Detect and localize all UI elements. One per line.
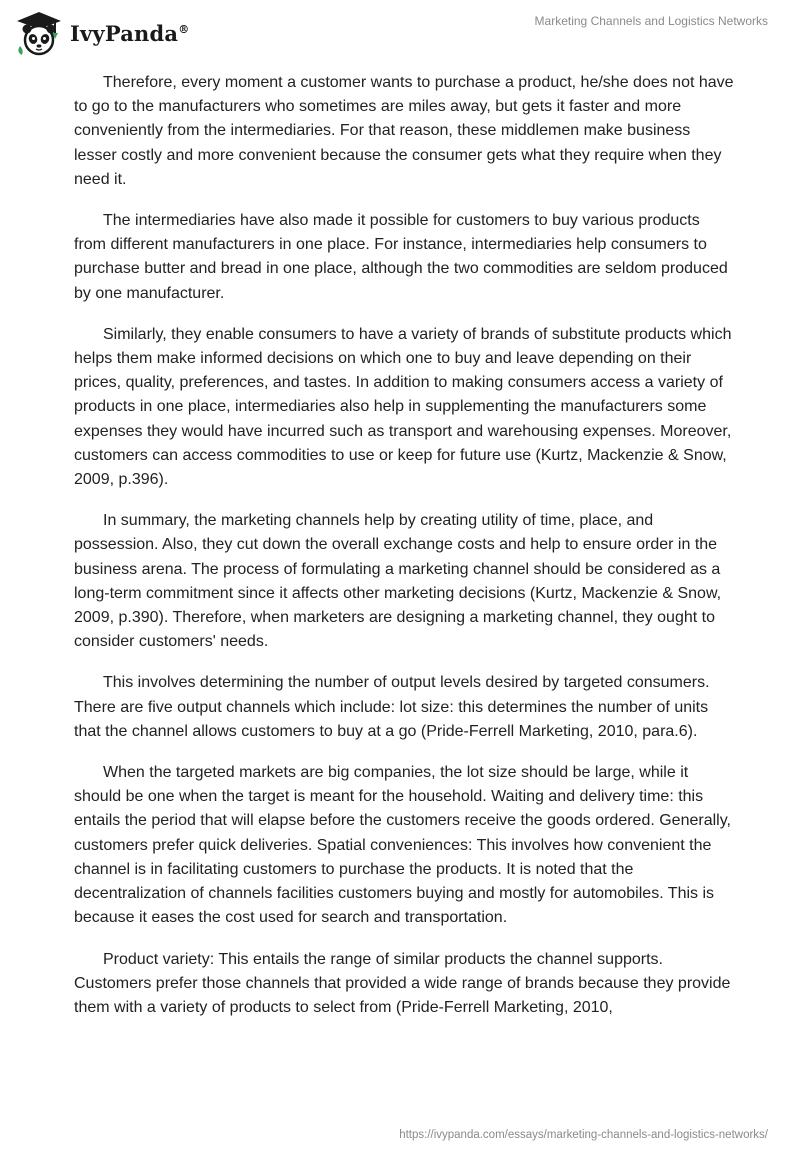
paragraph-3: Similarly, they enable consumers to have a variety of brands of substitute products which helps them make informed decisions on which one to buy and leave depending on their prices, quality, preferences, and tastes. In addition to making consumers access a variety of products in one place, intermediaries also help in supplementing the manufacturers some expenses they would have incurred such as transport and warehousing expenses. Moreover, customers can access commodities to use or keep for future use (Kurtz, Mackenzie & Snow, 2009, p.396). (74, 325, 732, 489)
ivypanda-logo[interactable] (14, 8, 189, 58)
panda-graduate-icon (14, 8, 64, 58)
paragraph-1: Therefore, every moment a customer wants to purchase a product, he/she does not have to go to the manufacturers who sometimes are miles away, but gets it faster and more conveniently from the intermediaries. For that reason, these middlemen make business lesser costly and more convenient because the consumer gets what they require when they need it. (74, 74, 734, 188)
brand-name: IvyPanda® (70, 20, 190, 46)
paragraph-2: The intermediaries have also made it possible for customers to buy various products from different manufacturers in one place. For instance, intermediaries help consumers to purchase butter and bread in one place, although the two commodities are seldom produced by one manufacturer. (74, 212, 728, 302)
essay-body (74, 71, 734, 1037)
running-title: Marketing Channels and Logistics Networks (534, 14, 768, 28)
paragraph-4: In summary, the marketing channels help by creating utility of time, place, and possession. Also, they cut down the overall exchange costs and help to ensure order in the business arena. The process of formulating a marketing channel should be considered as a long-term commitment since it affects other marketing decisions (Kurtz, Mackenzie & Snow, 2009, p.390). Therefore, when marketers are designing a marketing channel, they ought to consider customers' needs. (74, 512, 722, 651)
paragraph-6: When the targeted markets are big companies, the lot size should be large, while it should be one when the target is meant for the household. Waiting and delivery time: this entails the period that will elapse before the customers receive the goods ordered. Generally, customers prefer quick deliveries. Spatial conveniences: This involves how convenient the channel is in facilitating customers to purchase the products. It is noted that the decentralization of channels facilities customers buying and mostly for automobiles. This is because it eases the cost used for search and transportation. (74, 764, 731, 927)
registered-mark: ® (178, 22, 190, 36)
page-header (0, 0, 800, 70)
paragraph-5: This involves determining the number of output levels desired by targeted consumers. There are five output channels which include: lot size: this determines the number of units that the channel allows customers to buy at a go (Pride-Ferrell Marketing, 2010, para.6). (74, 674, 710, 740)
source-url[interactable]: https://ivypanda.com/essays/marketing-channels-and-logistics-networks/ (399, 1129, 768, 1141)
paragraph-7: Product variety: This entails the range of similar products the channel supports. Customers prefer those channels that provided a wide range of brands because they provide them with a variety of products to select from (Pride-Ferrell Marketing, 2010, (74, 950, 731, 1016)
